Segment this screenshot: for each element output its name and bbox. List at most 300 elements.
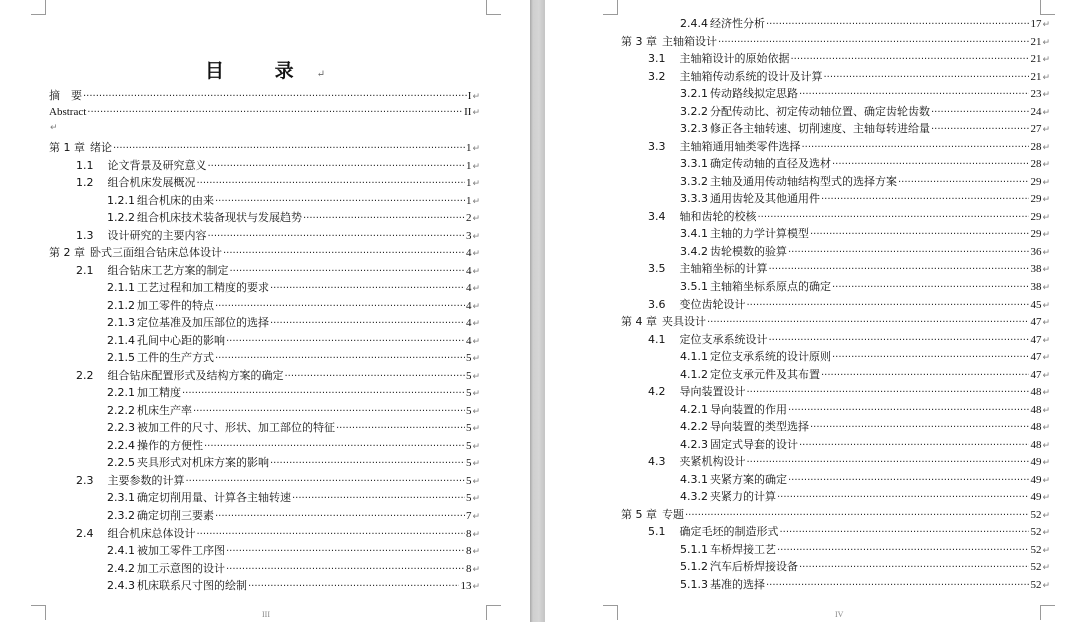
toc-entry xyxy=(76,262,480,279)
toc-leader-dots xyxy=(182,385,465,402)
toc-entry xyxy=(648,453,1050,470)
toc-entry-number: 3.2.3 xyxy=(680,122,708,135)
paragraph-mark-icon: ↵ xyxy=(472,565,480,575)
toc-entry-title: 操作的方便性 xyxy=(137,439,203,452)
toc-leader-dots xyxy=(204,438,465,455)
paragraph-mark-icon: ↵ xyxy=(472,144,480,154)
toc-entry-title: 主轴箱坐标系原点的确定 xyxy=(710,280,831,293)
crop-mark-bottom-left xyxy=(31,605,46,620)
toc-entry xyxy=(680,471,1050,488)
paragraph-mark-icon: ↵ xyxy=(1042,423,1050,433)
toc-leader-dots xyxy=(898,174,1029,191)
toc-entry-page: 52 xyxy=(1030,579,1042,591)
toc-entry-number: 2.2.3 xyxy=(107,421,135,434)
toc-entry-page: 4 xyxy=(465,282,472,294)
toc-leader-dots xyxy=(802,139,1030,156)
paragraph-mark-icon: ↵ xyxy=(472,92,480,102)
toc-entry xyxy=(680,155,1050,172)
toc-entry-page: II xyxy=(464,106,472,118)
toc-entry-title: 设计研究的主要内容 xyxy=(107,229,207,242)
toc-entry-page: 1 xyxy=(465,195,472,207)
toc-entry xyxy=(76,367,480,384)
toc-entry-title: 车桥焊接工艺 xyxy=(710,543,776,556)
toc-entry-title: 工艺过程和加工精度的要求 xyxy=(137,281,269,294)
paragraph-mark-icon: ↵ xyxy=(1042,143,1050,153)
page-gutter xyxy=(530,0,545,622)
toc-entry-title: 组合机床技术装备现状与发展趋势 xyxy=(137,211,302,224)
toc-entry-number: 2.1.3 xyxy=(107,316,135,329)
toc-entry xyxy=(680,190,1050,207)
toc-entry-number: 3.5 xyxy=(648,262,666,275)
toc-entry xyxy=(107,209,480,226)
toc-entry-title: 通用齿轮及其他通用件 xyxy=(710,192,820,205)
toc-entry-page: 29 xyxy=(1030,176,1042,188)
toc-entry-page: I xyxy=(467,90,472,102)
toc-entry-page: 5 xyxy=(465,405,472,417)
toc-entry-title: 定位支承元件及其布置 xyxy=(710,368,820,381)
toc-entry-page: 29 xyxy=(1030,211,1042,223)
toc-entry-page: 21 xyxy=(1030,36,1042,48)
crop-mark-top-right xyxy=(486,0,501,15)
toc-entry xyxy=(107,192,480,209)
toc-entry xyxy=(648,296,1050,313)
toc-entry-page: 1 xyxy=(465,177,472,189)
toc-entry-number: 2.1.5 xyxy=(107,351,135,364)
toc-entry-number: 4.2 xyxy=(648,385,666,398)
toc-entry-page: 48 xyxy=(1030,439,1042,451)
toc-entry-page: 27 xyxy=(1030,123,1042,135)
toc-leader-dots xyxy=(777,489,1029,506)
toc-entry-title: 主轴箱设计的原始依据 xyxy=(679,52,790,65)
toc-leader-dots xyxy=(113,140,465,157)
paragraph-mark-icon: ↵ xyxy=(1042,301,1050,311)
toc-entry xyxy=(107,454,480,471)
toc-leader-dots xyxy=(810,226,1029,243)
paragraph-mark-icon: ↵ xyxy=(472,284,480,294)
paragraph-mark-icon: ↵ xyxy=(1042,90,1050,100)
paragraph-mark-icon: ↵ xyxy=(1042,371,1050,381)
toc-entry-page: 7 xyxy=(465,510,472,522)
toc-entry-title: 加工示意图的设计 xyxy=(137,562,225,575)
toc-leader-dots xyxy=(197,175,465,192)
toc-entry-page: 5 xyxy=(465,422,472,434)
toc-leader-dots xyxy=(832,279,1029,296)
toc-entry-page: 28 xyxy=(1030,158,1042,170)
toc-entry-page: 28 xyxy=(1030,141,1042,153)
toc-entry-page: 49 xyxy=(1030,456,1042,468)
toc-entry-page: 48 xyxy=(1030,386,1042,398)
paragraph-mark-icon: ↵ xyxy=(472,582,480,592)
toc-leader-dots xyxy=(197,526,465,543)
toc-entry-number: 2.2.5 xyxy=(107,456,135,469)
toc-entry-title: 修正各主轴转速、切削速度、主轴每转进给量 xyxy=(710,122,930,135)
toc-leader-dots xyxy=(285,368,465,385)
toc-entry xyxy=(107,384,480,401)
toc-entry-title: 导向装置的类型选择 xyxy=(710,420,809,433)
toc-entry-title: 加工零件的特点 xyxy=(137,299,214,312)
toc-entry xyxy=(680,348,1050,365)
paragraph-mark-icon: ↵ xyxy=(472,162,480,172)
toc-leader-dots xyxy=(788,244,1029,261)
crop-mark-bottom-right xyxy=(1040,605,1055,620)
toc-entry-page: 47 xyxy=(1030,369,1042,381)
toc-entry xyxy=(648,383,1050,400)
toc-entry-number: 2.3.1 xyxy=(107,491,135,504)
toc-entry-title: 机床联系尺寸图的绘制 xyxy=(137,579,247,592)
toc-entry xyxy=(107,437,480,454)
paragraph-mark-icon: ↵ xyxy=(1042,458,1050,468)
document-page-left xyxy=(0,0,530,622)
toc-entry xyxy=(680,436,1050,453)
toc-entry-number: 2.3 xyxy=(76,474,94,487)
paragraph-mark-icon: ↵ xyxy=(472,267,480,277)
toc-entry-number: 1.2.1 xyxy=(107,194,135,207)
toc-leader-dots xyxy=(215,508,465,525)
paragraph-mark-icon: ↵ xyxy=(472,249,480,259)
toc-entry-page: 52 xyxy=(1030,509,1042,521)
paragraph-mark-icon: ↵ xyxy=(1042,125,1050,135)
toc-entry-page: 23 xyxy=(1030,88,1042,100)
toc-entry-page: 5 xyxy=(465,440,472,452)
toc-entry-page: 5 xyxy=(465,370,472,382)
page-title: 目 录↵ xyxy=(204,60,325,82)
toc-entry xyxy=(621,506,1050,523)
paragraph-mark-icon: ↵ xyxy=(1042,353,1050,363)
toc-entry-number: 2.2.4 xyxy=(107,439,135,452)
toc-leader-dots xyxy=(747,297,1030,314)
paragraph-mark-icon: ↵ xyxy=(1042,511,1050,521)
toc-entry xyxy=(648,208,1050,225)
toc-leader-dots xyxy=(208,228,465,245)
crop-mark-bottom-right xyxy=(486,605,501,620)
toc-leader-dots xyxy=(821,191,1029,208)
toc-entry xyxy=(648,523,1050,540)
toc-entry-title: 被加工零件工序图 xyxy=(137,544,225,557)
toc-entry-number: 2.4 xyxy=(76,527,94,540)
paragraph-mark-icon: ↵ xyxy=(1042,406,1050,416)
paragraph-mark-icon: ↵ xyxy=(472,477,480,487)
toc-entry-page: 5 xyxy=(465,387,472,399)
toc-entry xyxy=(107,297,480,314)
toc-entry-page: 1 xyxy=(465,142,472,154)
paragraph-mark-icon: ↵ xyxy=(1042,73,1050,83)
toc-entry xyxy=(107,349,480,366)
toc-entry-number: 1.1 xyxy=(76,159,94,172)
toc-entry-title: 确定切削三要素 xyxy=(137,509,214,522)
paragraph-mark-icon: ↵ xyxy=(472,214,480,224)
toc-entry-page: 49 xyxy=(1030,491,1042,503)
toc-entry xyxy=(680,225,1050,242)
toc-entry-title: 组合机床的由来 xyxy=(137,194,214,207)
toc-entry xyxy=(107,332,480,349)
paragraph-mark-icon: ↵ xyxy=(1042,388,1050,398)
toc-entry-title: 传动路线拟定思路 xyxy=(710,87,798,100)
toc-entry-page: 38 xyxy=(1030,263,1042,275)
toc-entry-number: 第 1 章 xyxy=(49,141,85,154)
toc-leader-dots xyxy=(769,261,1030,278)
toc-entry-page: 1 xyxy=(465,160,472,172)
toc-entry-title: 机床生产率 xyxy=(137,404,192,417)
paragraph-mark-icon: ↵ xyxy=(1042,581,1050,591)
toc-entry-number: 4.1.1 xyxy=(680,350,708,363)
toc-leader-dots xyxy=(707,314,1029,331)
toc-entry-number: 2.3.2 xyxy=(107,509,135,522)
toc-entry-page: 52 xyxy=(1030,544,1042,556)
toc-entry-number: 3.4.1 xyxy=(680,227,708,240)
toc-entry-title: 卧式三面组合钻床总体设计 xyxy=(90,246,222,259)
paragraph-mark-icon: ↵ xyxy=(472,494,480,504)
toc-entry-page: 21 xyxy=(1030,71,1042,83)
toc-entry-title: 摘 要 xyxy=(49,89,82,102)
toc-entry-number: 4.3.1 xyxy=(680,473,708,486)
toc-entry-number: 4.2.1 xyxy=(680,403,708,416)
toc-entry-page: 52 xyxy=(1030,561,1042,573)
toc-entry-title: 论文背景及研究意义 xyxy=(107,159,207,172)
paragraph-mark-icon: ↵ xyxy=(472,407,480,417)
toc-entry-title: 组合机床总体设计 xyxy=(107,527,196,540)
toc-entry xyxy=(107,279,480,296)
toc-entry xyxy=(76,472,480,489)
paragraph-mark-icon: ↵ xyxy=(472,459,480,469)
toc-entry-page: 38 xyxy=(1030,281,1042,293)
toc-entry xyxy=(680,366,1050,383)
paragraph-mark-icon: ↵ xyxy=(1042,283,1050,293)
toc-entry-page: 2 xyxy=(465,212,472,224)
toc-leader-dots xyxy=(226,561,465,578)
toc-entry-title: 夹紧力的计算 xyxy=(710,490,776,503)
toc-entry-title: 组合钻床工艺方案的制定 xyxy=(107,264,229,277)
toc-entry-number: 4.3.2 xyxy=(680,490,708,503)
toc-leader-dots xyxy=(303,210,465,227)
toc-entry-number: 3.2.2 xyxy=(680,105,708,118)
paragraph-mark-icon: ↵ xyxy=(472,319,480,329)
toc-leader-dots xyxy=(777,542,1029,559)
paragraph-mark-icon: ↵ xyxy=(472,389,480,399)
toc-entry-page: 8 xyxy=(465,563,472,575)
toc-entry xyxy=(621,33,1050,50)
toc-leader-dots xyxy=(193,403,465,420)
paragraph-mark-icon: ↵ xyxy=(1042,441,1050,451)
toc-entry-page: 49 xyxy=(1030,474,1042,486)
toc-entry xyxy=(680,488,1050,505)
toc-entry-title: 夹紧方案的确定 xyxy=(710,473,787,486)
toc-entry xyxy=(680,401,1050,418)
toc-entry-number: 3.1 xyxy=(648,52,666,65)
paragraph-mark-icon: ↵ xyxy=(1042,476,1050,486)
toc-entry-page: 47 xyxy=(1030,316,1042,328)
page-footer: IV xyxy=(835,610,844,619)
toc-entry xyxy=(107,489,480,506)
toc-leader-dots xyxy=(718,34,1029,51)
toc-entry-title: 齿轮模数的验算 xyxy=(710,245,787,258)
paragraph-mark-icon: ↵ xyxy=(1042,213,1050,223)
toc-entry-number: 5.1.3 xyxy=(680,578,708,591)
paragraph-mark-icon: ↵ xyxy=(1042,38,1050,48)
toc-entry-title: 主轴及通用传动轴结构型式的选择方案 xyxy=(710,175,897,188)
paragraph-mark-icon: ↵ xyxy=(1042,336,1050,346)
toc-entry xyxy=(680,558,1050,575)
paragraph-mark-icon: ↵ xyxy=(472,197,480,207)
toc-leader-dots xyxy=(766,16,1029,33)
toc-entry-page: 8 xyxy=(465,545,472,557)
toc-entry-page: 5 xyxy=(465,457,472,469)
toc-entry xyxy=(76,157,480,174)
toc-entry-title: 主轴箱通用轴类零件选择 xyxy=(679,140,801,153)
toc-leader-dots xyxy=(230,263,465,280)
toc-entry-number: 2.1.2 xyxy=(107,299,135,312)
paragraph-mark-icon: ↵ xyxy=(1042,230,1050,240)
page-footer: III xyxy=(262,610,270,619)
paragraph-mark-icon: ↵ xyxy=(1042,563,1050,573)
toc-leader-dots xyxy=(788,472,1029,489)
toc-entry-title: 加工精度 xyxy=(137,386,181,399)
toc-leader-dots xyxy=(226,333,465,350)
paragraph-mark-icon: ↵ xyxy=(472,547,480,557)
toc-entry-number: 2.1.4 xyxy=(107,334,135,347)
toc-entry xyxy=(648,68,1050,85)
toc-entry-title: 定位基准及加压部位的选择 xyxy=(137,316,269,329)
toc-entry-page: 13 xyxy=(460,580,472,592)
toc-entry-title: 确定毛坯的制造形式 xyxy=(679,525,779,538)
toc-entry-title: Abstract xyxy=(49,106,87,118)
toc-entry-number: 4.2.2 xyxy=(680,420,708,433)
paragraph-mark-icon: ↵ xyxy=(472,512,480,522)
toc-entry-title: 导向装置的作用 xyxy=(710,403,787,416)
toc-leader-dots xyxy=(336,420,465,437)
toc-leader-dots xyxy=(747,454,1030,471)
toc-entry-title: 夹紧机构设计 xyxy=(679,455,746,468)
toc-leader-dots xyxy=(747,384,1030,401)
toc-entry-number: 3.4 xyxy=(648,210,666,223)
paragraph-mark-icon: ↵ xyxy=(1042,160,1050,170)
toc-entry-page: 8 xyxy=(465,528,472,540)
toc-entry-number: 3.3.1 xyxy=(680,157,708,170)
toc-entry-number: 第 3 章 xyxy=(621,35,657,48)
toc-entry-title: 专题 xyxy=(662,508,684,521)
toc-entry xyxy=(49,104,480,121)
toc-entry-number: 5.1.2 xyxy=(680,560,708,573)
toc-entry xyxy=(680,15,1050,32)
toc-entry xyxy=(680,120,1050,137)
toc-entry-number: 2.1.1 xyxy=(107,281,135,294)
toc-entry-title: 经济性分析 xyxy=(710,17,765,30)
toc-entry-title: 主要参数的计算 xyxy=(107,474,185,487)
toc-entry-number: 3.6 xyxy=(648,298,666,311)
paragraph-mark-icon: ↵ xyxy=(472,232,480,242)
toc-leader-dots xyxy=(685,507,1029,524)
toc-leader-dots xyxy=(87,104,463,121)
toc-entry-page: 17 xyxy=(1030,18,1042,30)
toc-entry xyxy=(49,244,480,261)
toc-leader-dots xyxy=(270,280,465,297)
toc-entry-title: 组合机床发展概况 xyxy=(107,176,196,189)
toc-entry-number: 2.2 xyxy=(76,369,94,382)
toc-entry-page: 4 xyxy=(465,247,472,259)
toc-entry xyxy=(680,418,1050,435)
toc-entry-title: 夹具设计 xyxy=(662,315,706,328)
toc-entry-title: 夹具形式对机床方案的影响 xyxy=(137,456,269,469)
toc-leader-dots xyxy=(791,51,1030,68)
toc-entry-title: 汽车后桥焊接设备 xyxy=(710,560,798,573)
toc-entry-page: 47 xyxy=(1030,334,1042,346)
toc-entry xyxy=(107,314,480,331)
paragraph-mark-icon: ↵ xyxy=(472,302,480,312)
toc-entry-title: 孔间中心距的影响 xyxy=(137,334,225,347)
toc-entry-number: 5.1 xyxy=(648,525,666,538)
toc-entry-page: 4 xyxy=(465,335,472,347)
toc-entry xyxy=(680,85,1050,102)
toc-entry-title: 轴和齿轮的校核 xyxy=(679,210,757,223)
toc-entry-number: 4.1.2 xyxy=(680,368,708,381)
toc-entry-number: 1.3 xyxy=(76,229,94,242)
toc-entry xyxy=(648,50,1050,67)
toc-leader-dots xyxy=(832,349,1029,366)
paragraph-mark-icon: ↵ xyxy=(1042,55,1050,65)
toc-leader-dots xyxy=(780,524,1030,541)
toc-entry-number: 第 2 章 xyxy=(49,246,85,259)
paragraph-mark-icon: ↵ xyxy=(472,108,480,118)
toc-leader-dots xyxy=(769,332,1030,349)
toc-entry xyxy=(680,278,1050,295)
toc-entry-page: 29 xyxy=(1030,193,1042,205)
paragraph-mark-icon: ↵ xyxy=(1042,108,1050,118)
toc-entry-title: 主轴的力学计算模型 xyxy=(710,227,809,240)
paragraph-mark-icon: ↵ xyxy=(1042,195,1050,205)
toc-entry-number: 2.4.4 xyxy=(680,17,708,30)
paragraph-mark-icon: ↵ xyxy=(50,123,58,133)
toc-entry xyxy=(49,87,480,104)
toc-entry xyxy=(680,541,1050,558)
toc-leader-dots xyxy=(270,455,465,472)
toc-leader-dots xyxy=(270,315,465,332)
toc-leader-dots xyxy=(83,88,467,105)
toc-entry xyxy=(76,174,480,191)
toc-entry-page: 4 xyxy=(465,300,472,312)
toc-entry-number: 5.1.1 xyxy=(680,543,708,556)
paragraph-mark-icon: ↵ xyxy=(472,424,480,434)
toc-entry-title: 工件的生产方式 xyxy=(137,351,214,364)
toc-entry-number: 2.4.1 xyxy=(107,544,135,557)
toc-entry-number: 3.5.1 xyxy=(680,280,708,293)
paragraph-mark-icon: ↵ xyxy=(1042,178,1050,188)
document-page-right xyxy=(545,0,1070,622)
toc-entry-number: 4.2.3 xyxy=(680,438,708,451)
toc-entry xyxy=(680,103,1050,120)
paragraph-mark-icon: ↵ xyxy=(1042,546,1050,556)
toc-entry-page: 48 xyxy=(1030,421,1042,433)
toc-entry-number: 第 5 章 xyxy=(621,508,657,521)
paragraph-mark-icon: ↵ xyxy=(1042,20,1050,30)
toc-entry-title: 分配传动比、初定传动轴位置、确定齿轮齿数 xyxy=(710,105,930,118)
paragraph-mark-icon: ↵ xyxy=(472,337,480,347)
crop-mark-top-right xyxy=(1040,0,1055,15)
paragraph-mark-icon: ↵ xyxy=(472,354,480,364)
toc-leader-dots xyxy=(931,104,1029,121)
toc-entry-number: 2.4.2 xyxy=(107,562,135,575)
crop-mark-top-left xyxy=(603,0,618,15)
toc-leader-dots xyxy=(832,156,1029,173)
toc-entry-number: 2.2.1 xyxy=(107,386,135,399)
toc-entry-number: 第 4 章 xyxy=(621,315,657,328)
paragraph-mark-icon: ↵ xyxy=(472,372,480,382)
toc-leader-dots xyxy=(799,437,1029,454)
toc-entry-number: 2.4.3 xyxy=(107,579,135,592)
toc-entry-page: 4 xyxy=(465,265,472,277)
toc-entry-number: 3.2.1 xyxy=(680,87,708,100)
toc-entry-page: 5 xyxy=(465,352,472,364)
toc-leader-dots xyxy=(248,578,459,595)
toc-entry-page: 48 xyxy=(1030,404,1042,416)
